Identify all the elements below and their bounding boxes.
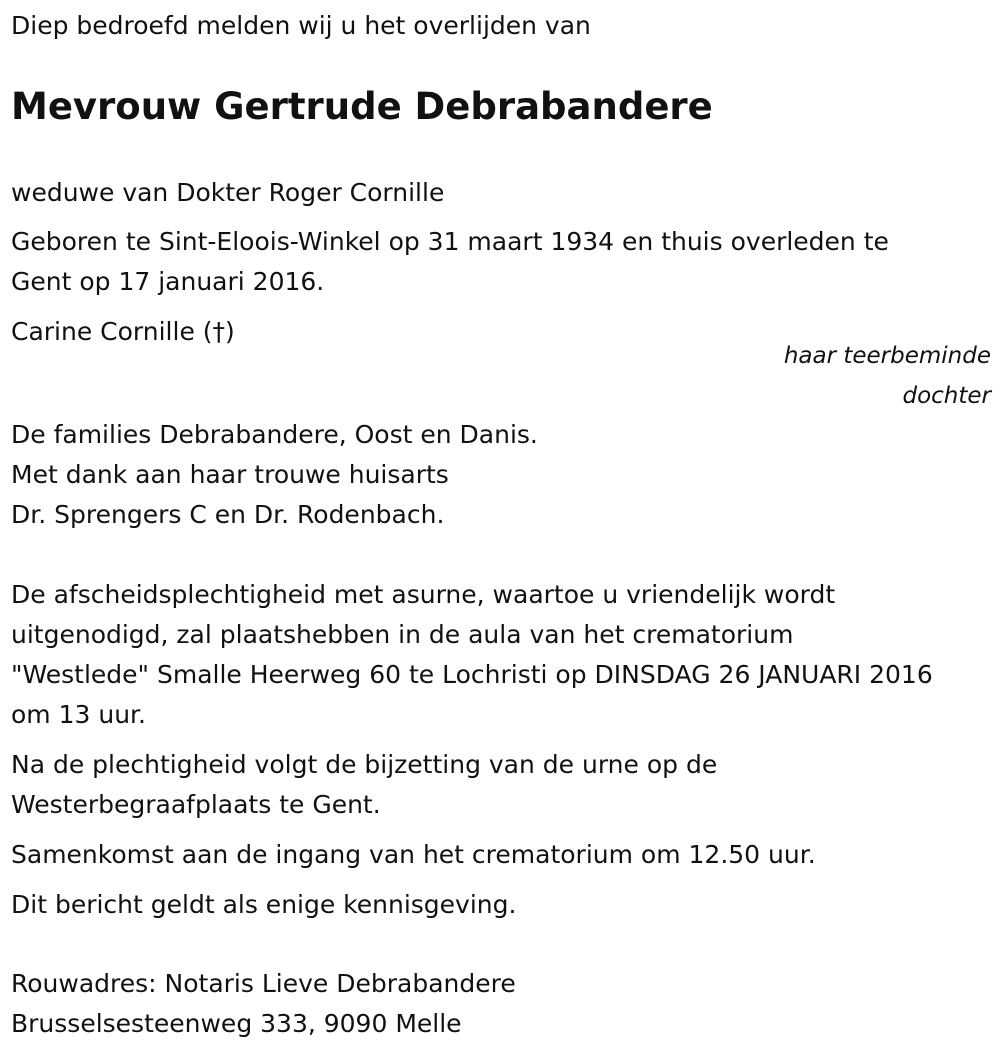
burial-line: Westerbegraafplaats te Gent. <box>11 790 381 819</box>
birth-death-paragraph <box>11 222 889 302</box>
relation-line: dochter <box>902 383 991 409</box>
relative-relation <box>591 336 991 416</box>
ceremony-line: "Westlede" Smalle Heerweg 60 te Lochristi op DINSDAG 26 JANUARI 2016 <box>11 660 933 689</box>
widow-of-text: weduwe van Dokter Roger Cornille <box>11 178 445 207</box>
address-line: Rouwadres: Notaris Lieve Debrabandere <box>11 969 516 998</box>
ceremony-line: uitgenodigd, zal plaatshebben in de aula van het crematorium <box>11 620 794 649</box>
families-line: Met dank aan haar trouwe huisarts <box>11 460 449 489</box>
ceremony-paragraph <box>11 575 933 735</box>
address-line: Brusselsesteenweg 333, 9090 Melle <box>11 1009 462 1038</box>
ceremony-line: om 13 uur. <box>11 700 146 729</box>
gathering-text: Samenkomst aan de ingang van het crematorium om 12.50 uur. <box>11 840 816 869</box>
relation-line: haar teerbeminde <box>783 343 991 369</box>
birth-death-line: Geboren te Sint-Eloois-Winkel op 31 maart 1934 en thuis overleden te <box>11 227 889 256</box>
burial-paragraph <box>11 745 717 825</box>
burial-line: Na de plechtigheid volgt de bijzetting van de urne op de <box>11 750 718 779</box>
notice-text: Dit bericht geldt als enige kennisgeving. <box>11 890 517 919</box>
birth-death-line: Gent op 17 januari 2016. <box>11 267 325 296</box>
ceremony-line: De afscheidsplechtigheid met asurne, waartoe u vriendelijk wordt <box>11 580 836 609</box>
deceased-name: Mevrouw Gertrude Debrabandere <box>11 85 713 128</box>
families-line: De families Debrabandere, Oost en Danis. <box>11 420 538 449</box>
families-line: Dr. Sprengers C en Dr. Rodenbach. <box>11 500 445 529</box>
mourning-address <box>11 964 516 1044</box>
families-paragraph <box>11 415 538 535</box>
relative-name: Carine Cornille (†) <box>11 317 235 346</box>
intro-text: Diep bedroefd melden wij u het overlijden van <box>11 11 591 40</box>
